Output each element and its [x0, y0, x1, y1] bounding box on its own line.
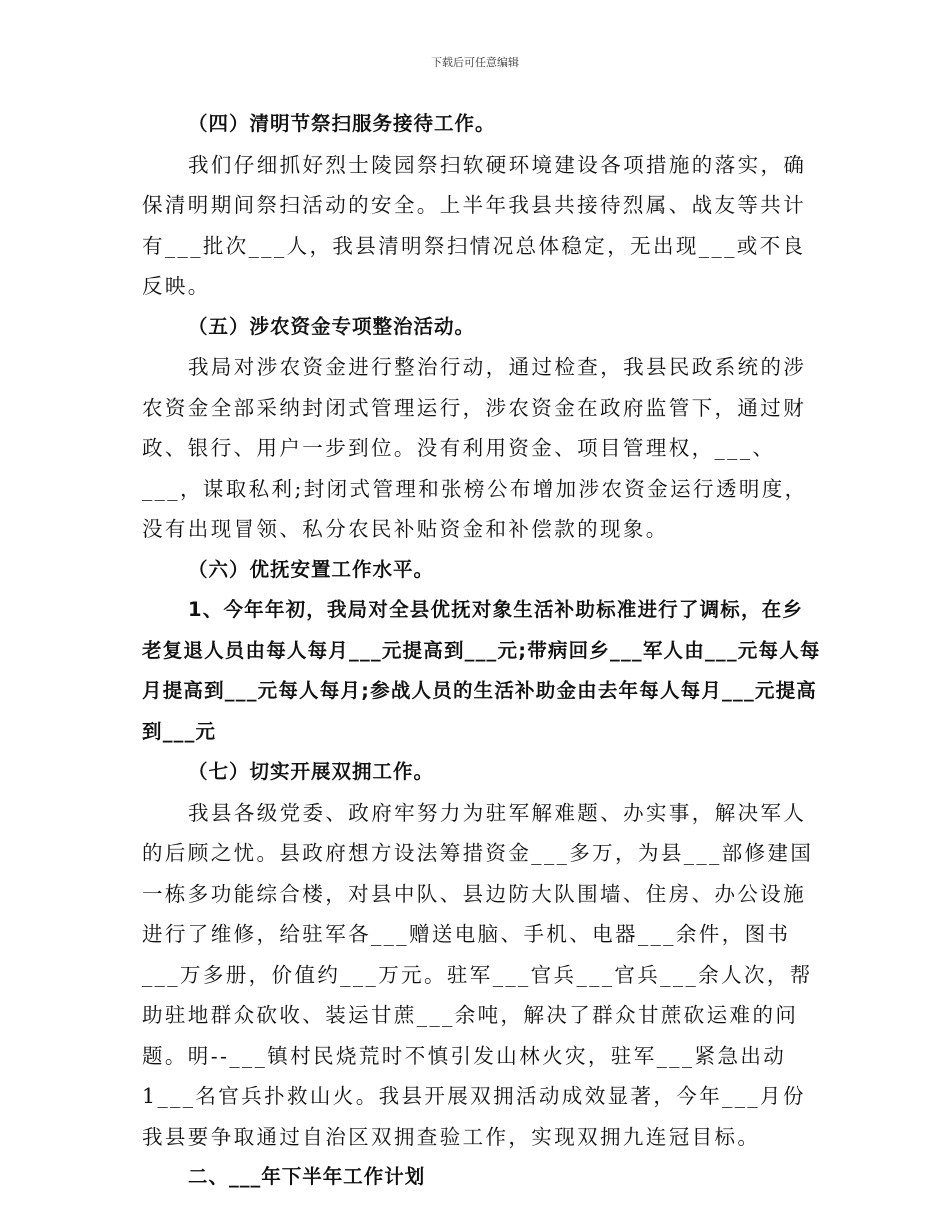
- page-header: 下载后可任意编辑: [431, 56, 519, 69]
- section-body-4: 我们仔细抓好烈士陵园祭扫软硬环境建设各项措施的落实，确保清明期间祭扫活动的安全。上半年我县共接待烈属、战友等共计有___批次___人，我县清明祭扫情况总体稳定，无出现___或不良反映。: [142, 152, 807, 298]
- section-body-5: 我局对涉农资金进行整治行动，通过检查，我县民政系统的涉农资金全部采纳封闭式管理运行，涉农资金在政府监管下，通过财政、银行、用户一步到位。没有利用资金、项目管理权，___、___，谋取私利;封闭式管理和张榜公布增加涉农资金运行透明度，没有出现冒领、私分农民补贴资金和补偿款的现象。: [142, 355, 808, 541]
- section-body-7: 我县各级党委、政府牢努力为驻军解难题、办实事，解决军人的后顾之忧。县政府想方设法筹措资金___多万，为县___部修建国一栋多功能综合楼，对县中队、县边防大队围墙、住房、办公设施进行了维修，给驻军各___赠送电脑、手机、电器___余件，图书___万多册，价值约___万元。驻军___官兵___官兵___余人次，帮助驻地群众砍收、装运甘蔗___余吨，解决了群众甘蔗砍运难的问题。明--___镇村民烧荒时不慎引发山林火灾，驻军___紧急出动1___名官兵扑救山火。我县开展双拥活动成效显著，今年___月份我县要争取通过自治区双拥查验工作，实现双拥九连冠目标。: [142, 800, 814, 1149]
- closing-heading: 二、___年下半年工作计划: [188, 1165, 426, 1188]
- section-heading-7: （七）切实开展双拥工作。: [188, 760, 435, 783]
- document-body: [142, 104, 822, 1198]
- section-heading-5: （五）涉农资金专项整治活动。: [188, 314, 476, 338]
- section-heading-6: （六）优抚安置工作水平。: [188, 557, 435, 581]
- section-body-6: 1、今年年初，我局对全县优抚对象生活补助标准进行了调标，在乡老复退人员由每人每月___元提高到___元;带病回乡___军人由___元每人每月提高到___元每人每月;参战人员的生活补助金由去年每人每月___元提高到___元: [142, 598, 821, 743]
- section-heading-4: （四）清明节祭扫服务接待工作。: [188, 112, 496, 135]
